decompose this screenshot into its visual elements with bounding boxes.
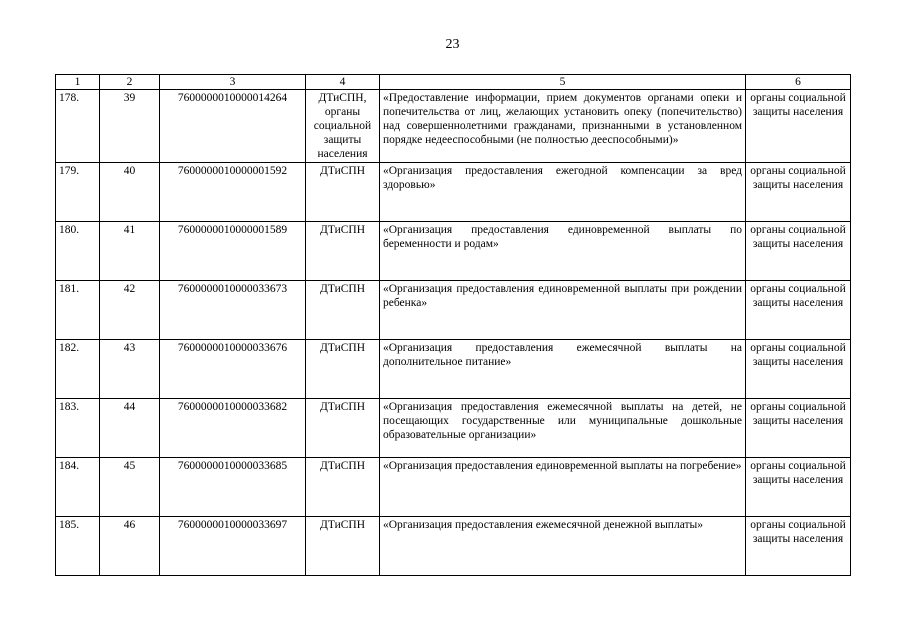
service-name: «Организация предоставления ежемесячной выплаты на дополнительное питание»	[380, 340, 746, 399]
service-code: 7600000010000033697	[160, 517, 306, 576]
responsible-org: ДТиСПН	[306, 517, 380, 576]
executor: органы социальной защиты населения	[746, 458, 851, 517]
row-index: 40	[100, 163, 160, 222]
service-code: 7600000010000033676	[160, 340, 306, 399]
service-name: «Организация предоставления единовременной выплаты при рождении ребенка»	[380, 281, 746, 340]
row-index: 41	[100, 222, 160, 281]
table-row	[56, 458, 851, 517]
row-number: 185.	[56, 517, 100, 576]
column-header: 6	[746, 75, 851, 90]
executor: органы социальной защиты населения	[746, 90, 851, 163]
row-index: 42	[100, 281, 160, 340]
service-name: «Организация предоставления ежемесячной денежной выплаты»	[380, 517, 746, 576]
service-code: 7600000010000033685	[160, 458, 306, 517]
row-number: 180.	[56, 222, 100, 281]
responsible-org: ДТиСПН	[306, 163, 380, 222]
row-number: 183.	[56, 399, 100, 458]
table-row	[56, 517, 851, 576]
service-name: «Организация предоставления единовременной выплаты на погребение»	[380, 458, 746, 517]
column-header: 4	[306, 75, 380, 90]
row-index: 43	[100, 340, 160, 399]
responsible-org: ДТиСПН	[306, 458, 380, 517]
service-code: 7600000010000001592	[160, 163, 306, 222]
row-number: 178.	[56, 90, 100, 163]
table-row	[56, 281, 851, 340]
row-number: 184.	[56, 458, 100, 517]
service-code: 7600000010000001589	[160, 222, 306, 281]
responsible-org: ДТиСПН	[306, 222, 380, 281]
service-code: 7600000010000033673	[160, 281, 306, 340]
executor: органы социальной защиты населения	[746, 399, 851, 458]
row-index: 45	[100, 458, 160, 517]
page-number: 23	[445, 37, 460, 52]
service-code: 7600000010000033682	[160, 399, 306, 458]
column-header: 1	[56, 75, 100, 90]
service-name: «Предоставление информации, прием документов органами опеки и попечительства от лиц, желающих установить опеку (попечительство) над совершеннолетними гражданами, признанными в установленном порядке недееспособными (не полностью дееспособными)»	[380, 90, 746, 163]
responsible-org: ДТиСПН	[306, 340, 380, 399]
row-index: 44	[100, 399, 160, 458]
row-index: 46	[100, 517, 160, 576]
row-index: 39	[100, 90, 160, 163]
responsible-org: ДТиСПН	[306, 281, 380, 340]
row-number: 182.	[56, 340, 100, 399]
service-code: 7600000010000014264	[160, 90, 306, 163]
executor: органы социальной защиты населения	[746, 281, 851, 340]
table-row	[56, 222, 851, 281]
responsible-org: ДТиСПН	[306, 399, 380, 458]
service-name: «Организация предоставления ежемесячной выплаты на детей, не посещающих государственные или муниципальные дошкольные образовательные организации»	[380, 399, 746, 458]
executor: органы социальной защиты населения	[746, 222, 851, 281]
column-header: 3	[160, 75, 306, 90]
service-name: «Организация предоставления единовременной выплаты по беременности и родам»	[380, 222, 746, 281]
table-row	[56, 399, 851, 458]
services-table	[55, 74, 851, 576]
service-name: «Организация предоставления ежегодной компенсации за вред здоровью»	[380, 163, 746, 222]
responsible-org: ДТиСПН, органы социальной защиты населения	[306, 90, 380, 163]
executor: органы социальной защиты населения	[746, 163, 851, 222]
table-row	[56, 340, 851, 399]
row-number: 181.	[56, 281, 100, 340]
table-row	[56, 163, 851, 222]
table-header-row	[56, 75, 851, 90]
executor: органы социальной защиты населения	[746, 517, 851, 576]
executor: органы социальной защиты населения	[746, 340, 851, 399]
row-number: 179.	[56, 163, 100, 222]
table-row	[56, 90, 851, 163]
column-header: 2	[100, 75, 160, 90]
column-header: 5	[380, 75, 746, 90]
